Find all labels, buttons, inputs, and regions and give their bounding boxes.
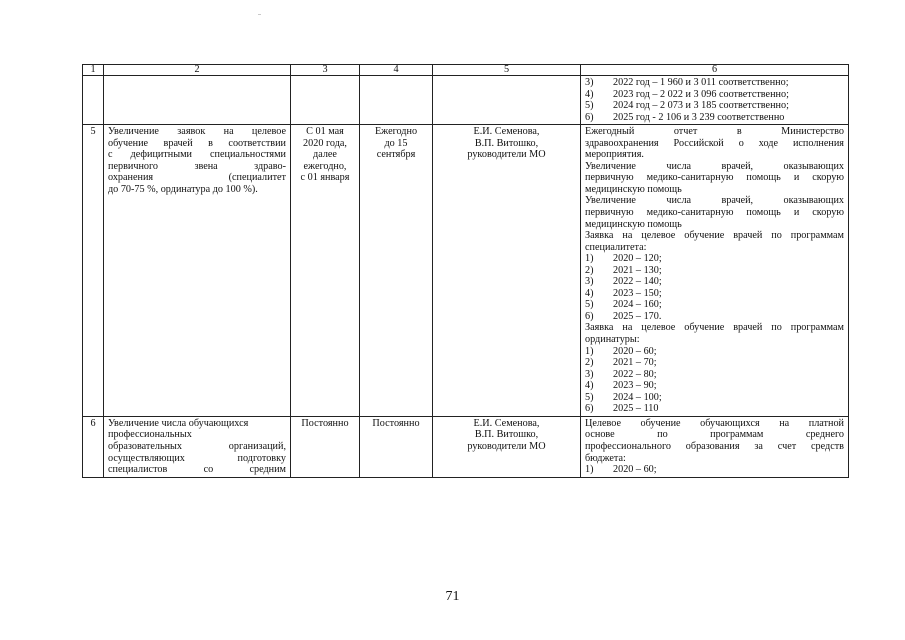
item-text: 2024 год – 2 073 и 3 185 соответственно;: [613, 100, 789, 112]
text-line: далее: [313, 149, 337, 161]
deadline-cell: [360, 416, 433, 477]
item-text: 2021 – 130;: [613, 264, 662, 276]
responsible-cell: [433, 125, 581, 417]
numbered-line: [585, 276, 844, 288]
text-line: В.П. Витошко,: [474, 429, 539, 441]
text-line: первичного звена здраво-: [108, 160, 286, 172]
text-line: обучение врачей в соответствии: [108, 137, 286, 149]
deadline-cell: [360, 125, 433, 417]
text-line: образовательных организаций,: [108, 440, 286, 452]
item-text: 2024 – 100;: [613, 391, 662, 403]
text-line: охранения (специалитет: [108, 172, 286, 184]
text-line: 2020 года,: [303, 137, 347, 149]
column-number: 1: [83, 65, 104, 76]
numbered-line: [585, 265, 844, 277]
result-cell: [581, 125, 849, 417]
item-text: 2025 – 170.: [613, 310, 662, 322]
item-number: 1): [585, 464, 594, 476]
item-number: 2): [585, 264, 594, 276]
item-number: 1): [585, 345, 594, 357]
item-number: 4): [585, 88, 594, 100]
text-line: Е.И. Семенова,: [473, 126, 540, 138]
result-cell: [581, 76, 849, 125]
numbered-line: [585, 380, 844, 392]
numbered-line: [585, 288, 844, 300]
text-line: Увеличение числа врачей, оказывающих: [585, 195, 844, 207]
responsible-cell: [433, 76, 581, 125]
item-text: 2024 – 160;: [613, 299, 662, 311]
numbered-line: [585, 253, 844, 265]
item-text: 2020 – 60;: [613, 345, 657, 357]
text-line: до 15: [384, 137, 408, 149]
text-line: мероприятия.: [585, 149, 644, 161]
text-line: с 01 января: [300, 172, 350, 184]
responsible-cell: [433, 416, 581, 477]
description-cell: [104, 125, 291, 417]
item-text: 2021 – 70;: [613, 357, 657, 369]
column-number: 3: [291, 65, 360, 76]
item-number: 6): [585, 111, 594, 123]
text-line: бюджета:: [585, 452, 626, 464]
text-line: ежегодно,: [303, 160, 347, 172]
text-line: Ежегодный отчет в Министерство: [585, 126, 844, 138]
item-number: 6): [585, 403, 594, 415]
text-line: сентября: [376, 149, 416, 161]
numbered-line: [585, 112, 844, 124]
start-date-cell: [291, 416, 360, 477]
text-line: руководители МО: [467, 149, 546, 161]
numbered-line: [585, 392, 844, 404]
plan-table: [82, 64, 849, 478]
text-line: Увеличение заявок на целевое: [108, 126, 286, 138]
item-text: 2022 – 80;: [613, 368, 657, 380]
item-number: 3): [585, 77, 594, 88]
row-number-cell: [83, 76, 104, 125]
item-text: 2025 год - 2 106 и 3 239 соответственно: [613, 111, 785, 123]
text-line: специалитета:: [585, 241, 647, 253]
text-line: Ежегодно: [374, 126, 418, 138]
text-line: Постоянно: [301, 417, 349, 429]
text-line: первичную медико-санитарную помощь и скорую: [585, 207, 844, 219]
row-number-cell: 6: [83, 416, 104, 477]
text-line: профессионального образования за счет средств: [585, 440, 844, 452]
numbered-line: [585, 346, 844, 358]
table-row-continuation: [83, 76, 849, 125]
text-line: до 70-75 %, ординатура до 100 %).: [108, 183, 258, 195]
column-number: 2: [104, 65, 291, 76]
column-number: 4: [360, 65, 433, 76]
text-line: медицинскую помощь: [585, 183, 682, 195]
table-row-5: [83, 125, 849, 417]
text-line: Постоянно: [372, 417, 420, 429]
text-line: здравоохранения Российской о ходе исполнения: [585, 137, 844, 149]
text-line: С 01 мая: [306, 126, 344, 138]
item-number: 3): [585, 276, 594, 288]
item-text: 2025 – 110: [613, 403, 659, 415]
table-row-6: [83, 416, 849, 477]
text-line: Увеличение числа обучающихся: [108, 417, 249, 429]
text-line: Целевое обучение обучающихся на платной: [585, 417, 844, 429]
item-number: 3): [585, 368, 594, 380]
numbered-line: [585, 100, 844, 112]
column-number-row: [83, 65, 849, 76]
column-number: 6: [581, 65, 849, 76]
item-number: 5): [585, 299, 594, 311]
deadline-cell: [360, 76, 433, 125]
numbered-line: [585, 299, 844, 311]
item-number: 5): [585, 391, 594, 403]
text-line: осуществляющих подготовку: [108, 452, 286, 464]
item-text: 2022 – 140;: [613, 276, 662, 288]
numbered-line: [585, 403, 844, 415]
numbered-line: [585, 357, 844, 369]
text-line: медицинскую помощь: [585, 218, 682, 230]
text-line: В.П. Витошко,: [474, 137, 539, 149]
start-date-cell: [291, 125, 360, 417]
text-line: специалистов со средним: [108, 464, 286, 476]
item-text: 2020 – 60;: [613, 464, 657, 476]
text-line: руководители МО: [467, 440, 546, 452]
text-line: Заявка на целевое обучение врачей по программам: [585, 322, 844, 334]
text-line: ординатуры:: [585, 334, 640, 346]
description-cell: [104, 76, 291, 125]
page-number: 71: [445, 589, 460, 604]
column-number: 5: [433, 65, 581, 76]
item-text: 2020 – 120;: [613, 253, 662, 265]
result-cell: [581, 416, 849, 477]
item-text: 2023 – 90;: [613, 380, 657, 392]
description-cell: [104, 416, 291, 477]
item-text: 2023 год – 2 022 и 3 096 соответственно;: [613, 88, 789, 100]
numbered-line: [585, 369, 844, 381]
start-date-cell: [291, 76, 360, 125]
text-line: Е.И. Семенова,: [473, 417, 540, 429]
text-line: с дефицитными специальностями: [108, 149, 286, 161]
item-number: 4): [585, 287, 594, 299]
item-number: 1): [585, 253, 594, 265]
item-number: 2): [585, 357, 594, 369]
text-line: профессиональных: [108, 429, 192, 441]
numbered-line: [585, 89, 844, 101]
item-text: 2022 год – 1 960 и 3 011 соответственно;: [613, 77, 789, 88]
item-text: 2023 – 150;: [613, 287, 662, 299]
item-number: 6): [585, 310, 594, 322]
row-number-cell: 5: [83, 125, 104, 417]
numbered-line: [585, 464, 844, 476]
scan-speck: [258, 14, 261, 15]
numbered-line: [585, 77, 844, 89]
numbered-line: [585, 311, 844, 323]
text-line: Заявка на целевое обучение врачей по программам: [585, 230, 844, 242]
item-number: 5): [585, 100, 594, 112]
text-line: основе по программам среднего: [585, 429, 844, 441]
text-line: Увеличение числа врачей, оказывающих: [585, 160, 844, 172]
text-line: первичную медико-санитарную помощь и скорую: [585, 172, 844, 184]
item-number: 4): [585, 380, 594, 392]
